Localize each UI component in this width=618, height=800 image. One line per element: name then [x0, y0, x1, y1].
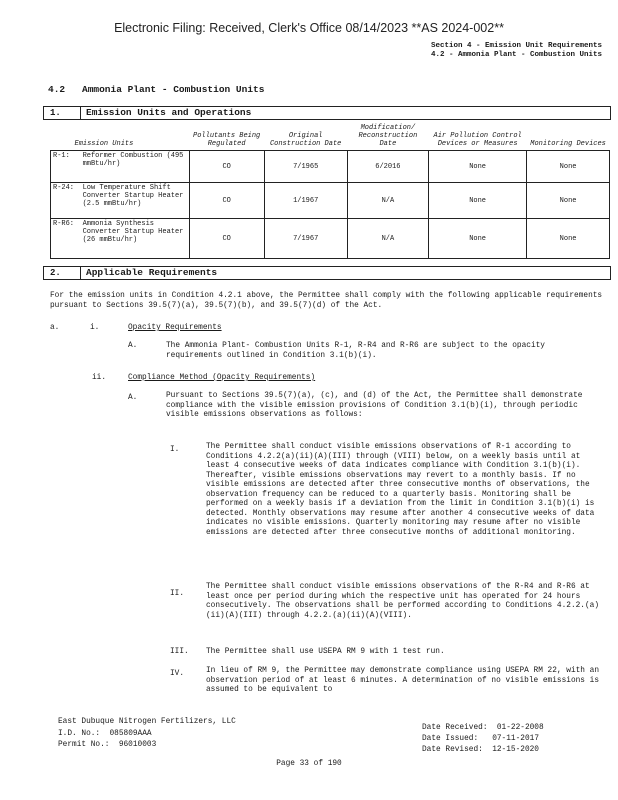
footer-date-revised: [422, 746, 539, 756]
item-a-ii-label: ii.: [92, 374, 107, 382]
band-divider: [80, 107, 81, 119]
item-IV-label: IV.: [170, 670, 185, 678]
section-number: 4.2: [48, 84, 66, 95]
control-devices: None: [429, 151, 527, 183]
pollutant: CO: [189, 151, 264, 183]
footer-id-label: I.D. No.:: [58, 730, 101, 738]
monitoring-devices: None: [527, 183, 610, 219]
control-devices: None: [429, 219, 527, 259]
item-III-text: The Permittee shall use USEPA RM 9 with 1 test run.: [206, 648, 445, 656]
item-a-i-A-label: A.: [128, 342, 138, 350]
header-monitoring-devices: Monitoring Devices: [530, 140, 606, 148]
item-III-label: III.: [170, 648, 189, 656]
opacity-requirement-text: The Ammonia Plant- Combustion Units R-1, R-R4 and R-R6 are subject to the opacity requirements outlined in Condition 3.1(b)(i).: [166, 342, 545, 360]
part1-number: 1.: [50, 108, 61, 118]
footer-permit-value: 96010003: [118, 741, 157, 749]
unit-description: Ammonia Synthesis Converter Startup Heater (26 mmBtu/hr): [81, 219, 190, 259]
running-header: [431, 42, 602, 60]
efiling-header: Electronic Filing: Received, Clerk's Office 08/14/2023 **AS 2024-002**: [114, 21, 504, 35]
date-revised-value: 12-15-2020: [492, 746, 539, 754]
part2-heading-band: [43, 266, 611, 280]
item-a-i-label: i.: [90, 324, 100, 332]
original-date: 7/1965: [264, 151, 347, 183]
running-header-line2: 4.2 - Ammonia Plant - Combustion Units: [430, 51, 602, 59]
header-control-devices: Air Pollution Control Devices or Measures: [433, 132, 522, 148]
footer-permit-label: Permit No.:: [58, 741, 110, 749]
unit-description: Low Temperature Shift Converter Startup Heater (2.5 mmBtu/hr): [81, 183, 190, 219]
date-revised-label: Date Revised:: [422, 746, 483, 754]
item-I-text: The Permittee shall conduct visible emissions observations of R-1 according to Conditions 4.2.2(a)(ii)(A)(III) through (VIII) below, on a weekly basis until at least 4 consecutive weeks of data indicates compliance with Condition 3.1(b)(i). Thereafter, visible emissions observations may revert to a monthly basis. If no visible emissions are detected after three consecutive months of observations, the observation frequency can be reduced to a quarterly basis. Monitoring shall be performed on a weekly basis if a deviation from the limit in Condition 3.1(b)(i) is detected. Monthly observations may resume after another 4 consecutive weeks of data indicates no visible emissions. Quarterly monitoring may resume after no visible emissions are detected after three consecutive months of additional monitoring.: [206, 443, 595, 537]
pollutant: CO: [189, 219, 264, 259]
footer-date-received: [422, 724, 544, 734]
header-emission-units: Emission Units: [74, 140, 134, 148]
item-I-label: I.: [170, 446, 180, 454]
part1-heading-band: [43, 106, 611, 120]
table-row: [51, 183, 610, 219]
monitoring-devices: None: [527, 151, 610, 183]
item-a-label: a.: [50, 324, 60, 332]
compliance-method-text: Pursuant to Sections 39.5(7)(a), (c), and (d) of the Act, the Permittee shall demonstrate compliance with the visible emission provisions of Condition 3.1(b)(i), through periodic visible emissions observations as follows:: [166, 392, 583, 419]
section-title: [48, 84, 264, 95]
monitoring-devices: None: [527, 219, 610, 259]
modification-date: N/A: [347, 183, 428, 219]
date-received-value: 01-22-2008: [496, 724, 544, 732]
modification-date: 6/2016: [347, 151, 428, 183]
footer-company: East Dubuque Nitrogen Fertilizers, LLC: [58, 718, 236, 726]
running-header-line1: Section 4 - Emission Unit Requirements: [430, 42, 602, 50]
table-row: [51, 151, 610, 183]
header-modification: Modification/ Reconstruction Date: [358, 124, 418, 148]
compliance-method-heading: Compliance Method (Opacity Requirements): [128, 374, 316, 382]
table-row: [51, 219, 610, 259]
footer-date-issued: [422, 735, 539, 745]
table-header-row: [51, 124, 610, 151]
unit-id: R-24:: [51, 183, 81, 219]
unit-id: R-1:: [51, 151, 81, 183]
intro-paragraph: For the emission units in Condition 4.2.1 above, the Permittee shall comply with the following applicable requirements pursuant to Sections 39.5(7)(a), 39.5(7)(b), and 39.5(7)(d) of the Act.: [50, 292, 603, 310]
page-number: Page 33 of 190: [276, 760, 342, 768]
modification-date: N/A: [347, 219, 428, 259]
unit-id: R-R6:: [51, 219, 81, 259]
date-received-label: Date Received:: [422, 724, 488, 732]
opacity-requirements-heading: Opacity Requirements: [128, 324, 222, 332]
footer-id: [58, 730, 152, 740]
date-issued-label: Date Issued:: [422, 735, 479, 743]
original-date: 1/1967: [264, 183, 347, 219]
original-date: 7/1967: [264, 219, 347, 259]
part2-title: Applicable Requirements: [86, 267, 218, 278]
item-II-label: II.: [170, 590, 185, 598]
item-II-text: The Permittee shall conduct visible emissions observations of the R-R4 and R-R6 at least once per period during which the respective unit has operated for 24 hours consecutively. The observations shall be performed according to Conditions 4.2.2.(a)(ii)(A)(III) through 4.2.2.(a)(ii)(A)(VIII).: [206, 583, 600, 620]
header-pollutants: Pollutants Being Regulated: [193, 132, 261, 148]
emission-units-table: [50, 124, 610, 259]
unit-description: Reformer Combustion (495 mmBtu/hr): [81, 151, 190, 183]
part1-title: Emission Units and Operations: [86, 107, 252, 118]
item-a-ii-A-label: A.: [128, 394, 138, 402]
pollutant: CO: [189, 183, 264, 219]
footer-permit: [58, 741, 156, 751]
control-devices: None: [429, 183, 527, 219]
date-issued-value: 07-11-2017: [492, 735, 539, 743]
section-title-text: Ammonia Plant - Combustion Units: [82, 84, 265, 95]
footer-id-value: 085809AAA: [109, 730, 152, 738]
header-original-construction: Original Construction Date: [269, 132, 342, 148]
item-IV-text: In lieu of RM 9, the Permittee may demonstrate compliance using USEPA RM 22, with an observation period of at least 6 minutes. A determination of no visible emissions is assumed to be equivalent to: [206, 667, 600, 694]
part2-number: 2.: [50, 268, 61, 278]
band-divider: [80, 267, 81, 279]
